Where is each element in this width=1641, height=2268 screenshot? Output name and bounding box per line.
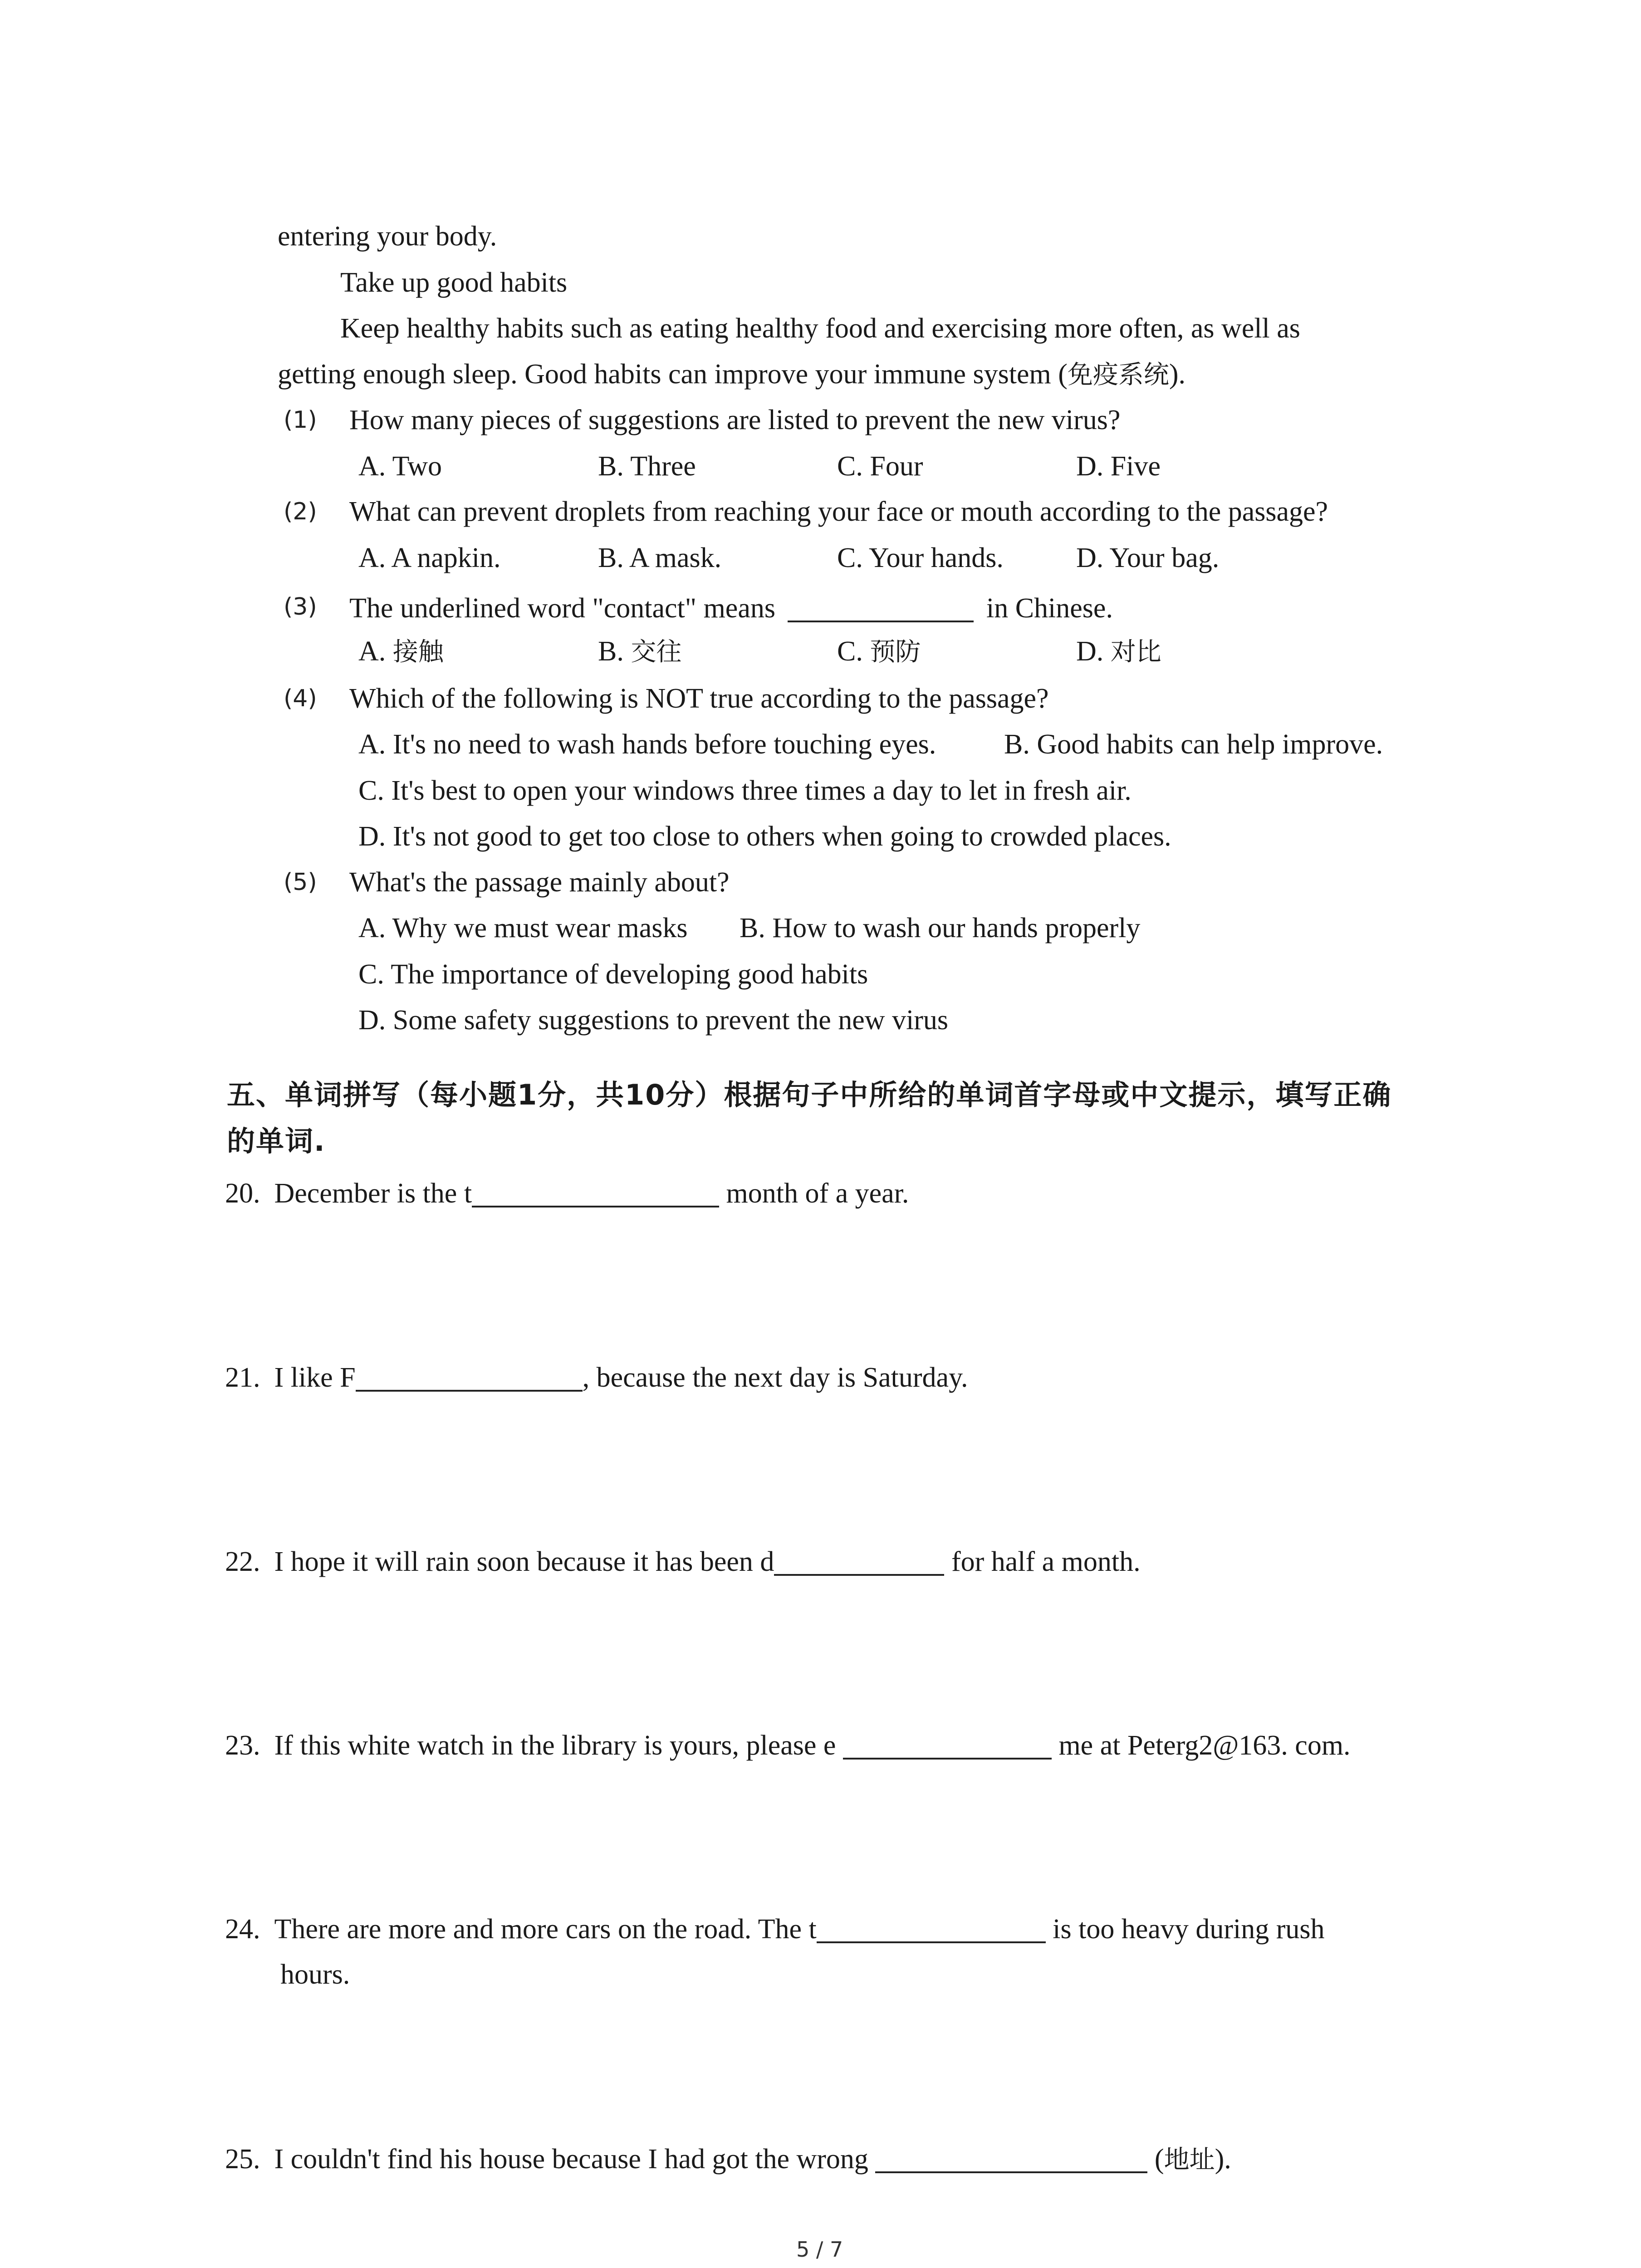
passage-line: entering your body. <box>278 221 497 252</box>
item-text: I like F <box>274 1362 356 1393</box>
stem-text: The underlined word "contact" means <box>349 593 775 624</box>
section-heading: 五、单词拼写（每小题1分，共10分）根据句子中所给的单词首字母或中文提示，填写正确 <box>227 1078 1392 1111</box>
item-text: , because the next day is Saturday. <box>582 1362 968 1393</box>
option-d: D. 对比 <box>1076 636 1161 667</box>
question-number: (1) <box>284 406 317 434</box>
question-number: (2) <box>284 498 317 525</box>
option-a: A. 接触 <box>358 636 444 667</box>
item-text: for half a month. <box>944 1546 1141 1577</box>
option-a: A. It's no need to wash hands before touching eyes. <box>358 729 936 760</box>
page-number: 5 / 7 <box>796 2237 843 2262</box>
option-c: C. The importance of developing good habits <box>358 959 868 990</box>
option-a: A. Two <box>358 451 442 482</box>
item-number: 21. <box>225 1362 260 1393</box>
option-c: C. 预防 <box>837 636 921 667</box>
spelling-item <box>225 2144 1231 2173</box>
passage-subheading: Take up good habits <box>340 267 568 298</box>
item-text: ). <box>1215 2144 1231 2175</box>
option-d: D. Your bag. <box>1076 543 1220 573</box>
question-number: (5) <box>284 869 317 896</box>
question-stem: Which of the following is NOT true according to the passage? <box>349 683 1049 714</box>
answer-blank[interactable] <box>788 593 974 622</box>
item-number: 23. <box>225 1730 260 1761</box>
stem-text: in Chinese. <box>986 593 1113 624</box>
option-b: B. A mask. <box>598 543 722 573</box>
passage-text: getting enough sleep. Good habits can improve your immune system ( <box>278 359 1068 390</box>
item-text: There are more and more cars on the road. The t <box>274 1914 817 1945</box>
answer-blank[interactable] <box>843 1730 1052 1760</box>
option-b: B. Good habits can help improve. <box>1004 729 1383 760</box>
item-text: December is the t <box>274 1178 472 1209</box>
spelling-item <box>225 1547 1141 1576</box>
question-stem: What's the passage mainly about? <box>349 867 730 898</box>
option-b: B. Three <box>598 451 696 482</box>
item-number: 25. <box>225 2144 260 2175</box>
answer-blank[interactable] <box>817 1914 1046 1943</box>
answer-blank[interactable] <box>875 2144 1147 2173</box>
option-d: D. It's not good to get too close to others when going to crowded places. <box>358 821 1171 852</box>
option-a: A. A napkin. <box>358 543 501 573</box>
answer-blank[interactable] <box>472 1178 719 1207</box>
question-stem: How many pieces of suggestions are listed to prevent the new virus? <box>349 405 1121 435</box>
item-text: is too heavy during rush <box>1045 1914 1325 1945</box>
item-text: I couldn't find his house because I had got the wrong <box>274 2144 876 2175</box>
item-number: 20. <box>225 1178 260 1209</box>
item-text: If this white watch in the library is yours, please e <box>274 1730 843 1761</box>
question-number: (3) <box>284 593 317 621</box>
passage-line: Keep healthy habits such as eating healthy food and exercising more often, as well as <box>340 313 1300 344</box>
option-b: B. How to wash our hands properly <box>740 913 1141 943</box>
option-b: B. 交往 <box>598 636 682 667</box>
spelling-item <box>225 1178 909 1207</box>
passage-line <box>278 360 1185 388</box>
item-number: 22. <box>225 1546 260 1577</box>
answer-blank[interactable] <box>356 1363 583 1392</box>
spelling-item-continuation: hours. <box>280 1959 350 1990</box>
option-a: A. Why we must wear masks <box>358 913 688 943</box>
item-number: 24. <box>225 1914 260 1945</box>
option-c: C. Your hands. <box>837 543 1004 573</box>
spelling-item <box>225 1914 1325 1943</box>
item-text: me at Peterg2@163. com. <box>1051 1730 1351 1761</box>
passage-chinese-text: 免疫系统 <box>1067 360 1169 390</box>
item-text: month of a year. <box>719 1178 909 1209</box>
option-c: C. Four <box>837 451 923 482</box>
option-d: D. Five <box>1076 451 1161 482</box>
option-d: D. Some safety suggestions to prevent the new virus <box>358 1005 949 1036</box>
answer-blank[interactable] <box>774 1547 944 1576</box>
question-stem: What can prevent droplets from reaching your face or mouth according to the passage? <box>349 496 1328 527</box>
question-stem <box>349 593 1113 622</box>
spelling-item <box>225 1363 968 1392</box>
item-text: ( <box>1147 2144 1164 2175</box>
passage-text: ). <box>1169 359 1185 390</box>
section-heading: 的单词. <box>227 1124 326 1158</box>
option-c: C. It's best to open your windows three times a day to let in fresh air. <box>358 775 1132 806</box>
item-text: I hope it will rain soon because it has been d <box>274 1546 774 1577</box>
hint-chinese: 地址 <box>1164 2145 1215 2175</box>
question-number: (4) <box>284 685 317 712</box>
spelling-item <box>225 1730 1351 1760</box>
